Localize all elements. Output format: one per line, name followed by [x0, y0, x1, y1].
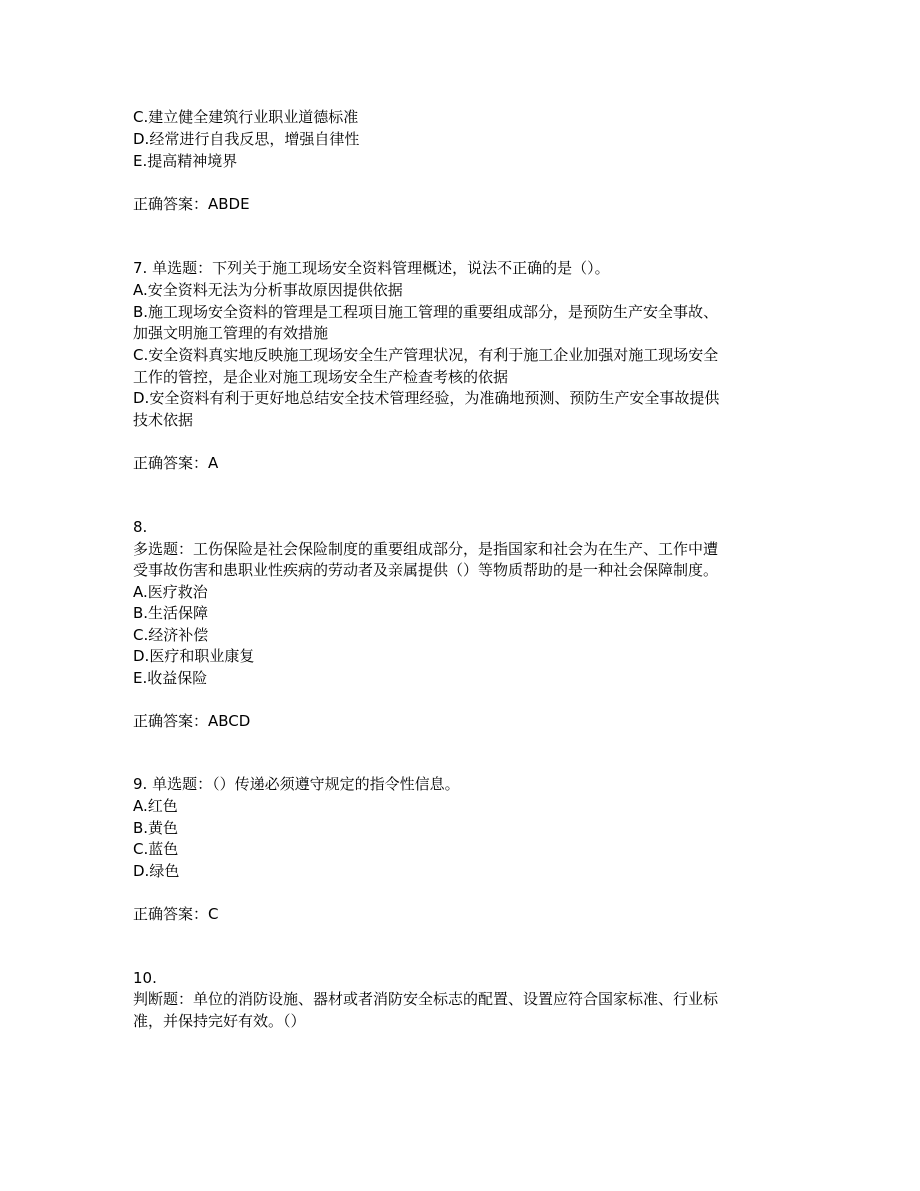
q7-option-b-line2: 加强文明施工管理的有效措施: [133, 324, 329, 342]
q6-option-c: C.建立健全建筑行业职业道德标准: [133, 108, 359, 126]
q7-option-d-line2: 技术依据: [133, 411, 194, 429]
q9-option-d: D.绿色: [133, 862, 180, 880]
q9-stem: 9. 单选题：（）传递必须遵守规定的指令性信息。: [133, 775, 460, 793]
q9-option-b: B.黄色: [133, 819, 179, 837]
q7-option-c-line2: 工作的管控，是企业对施工现场安全生产检查考核的依据: [133, 368, 509, 386]
q8-option-b: B.生活保障: [133, 604, 209, 622]
q8-option-d: D.医疗和职业康复: [133, 647, 255, 665]
q7-option-c-line1: C.安全资料真实地反映施工现场安全生产管理状况，有利于施工企业加强对施工现场安全: [133, 346, 719, 364]
q8-stem-line1: 多选题：工伤保险是社会保险制度的重要组成部分，是指国家和社会为在生产、工作中遭: [133, 540, 719, 558]
q8-number: 8.: [133, 518, 148, 536]
q7-answer: 正确答案：A: [133, 454, 219, 472]
q10-stem-line2: 准，并保持完好有效。（）: [133, 1012, 306, 1030]
q8-option-e: E.收益保险: [133, 669, 208, 687]
q9-answer: 正确答案：C: [133, 905, 219, 923]
q6-option-e: E.提高精神境界: [133, 152, 238, 170]
q9-option-a: A.红色: [133, 797, 178, 815]
q7-option-b-line1: B.施工现场安全资料的管理是工程项目施工管理的重要组成部分，是预防生产安全事故、: [133, 303, 719, 321]
q8-stem-line2: 受事故伤害和患职业性疾病的劳动者及亲属提供（）等物质帮助的是一种社会保障制度。: [133, 561, 719, 579]
q7-option-d-line1: D.安全资料有利于更好地总结安全技术管理经验，为准确地预测、预防生产安全事故提供: [133, 389, 720, 407]
q8-answer: 正确答案：ABCD: [133, 712, 251, 730]
q8-option-c: C.经济补偿: [133, 626, 209, 644]
q7-option-a: A.安全资料无法为分析事故原因提供依据: [133, 281, 403, 299]
q9-option-c: C.蓝色: [133, 840, 179, 858]
q7-stem: 7. 单选题：下列关于施工现场安全资料管理概述，说法不正确的是（）。: [133, 259, 610, 277]
q6-answer: 正确答案：ABDE: [133, 195, 250, 213]
q10-number: 10.: [133, 969, 157, 987]
q8-option-a: A.医疗救治: [133, 583, 208, 601]
q6-option-d: D.经常进行自我反思，增强自律性: [133, 130, 360, 148]
q10-stem-line1: 判断题：单位的消防设施、器材或者消防安全标志的配置、设置应符合国家标准、行业标: [133, 990, 719, 1008]
